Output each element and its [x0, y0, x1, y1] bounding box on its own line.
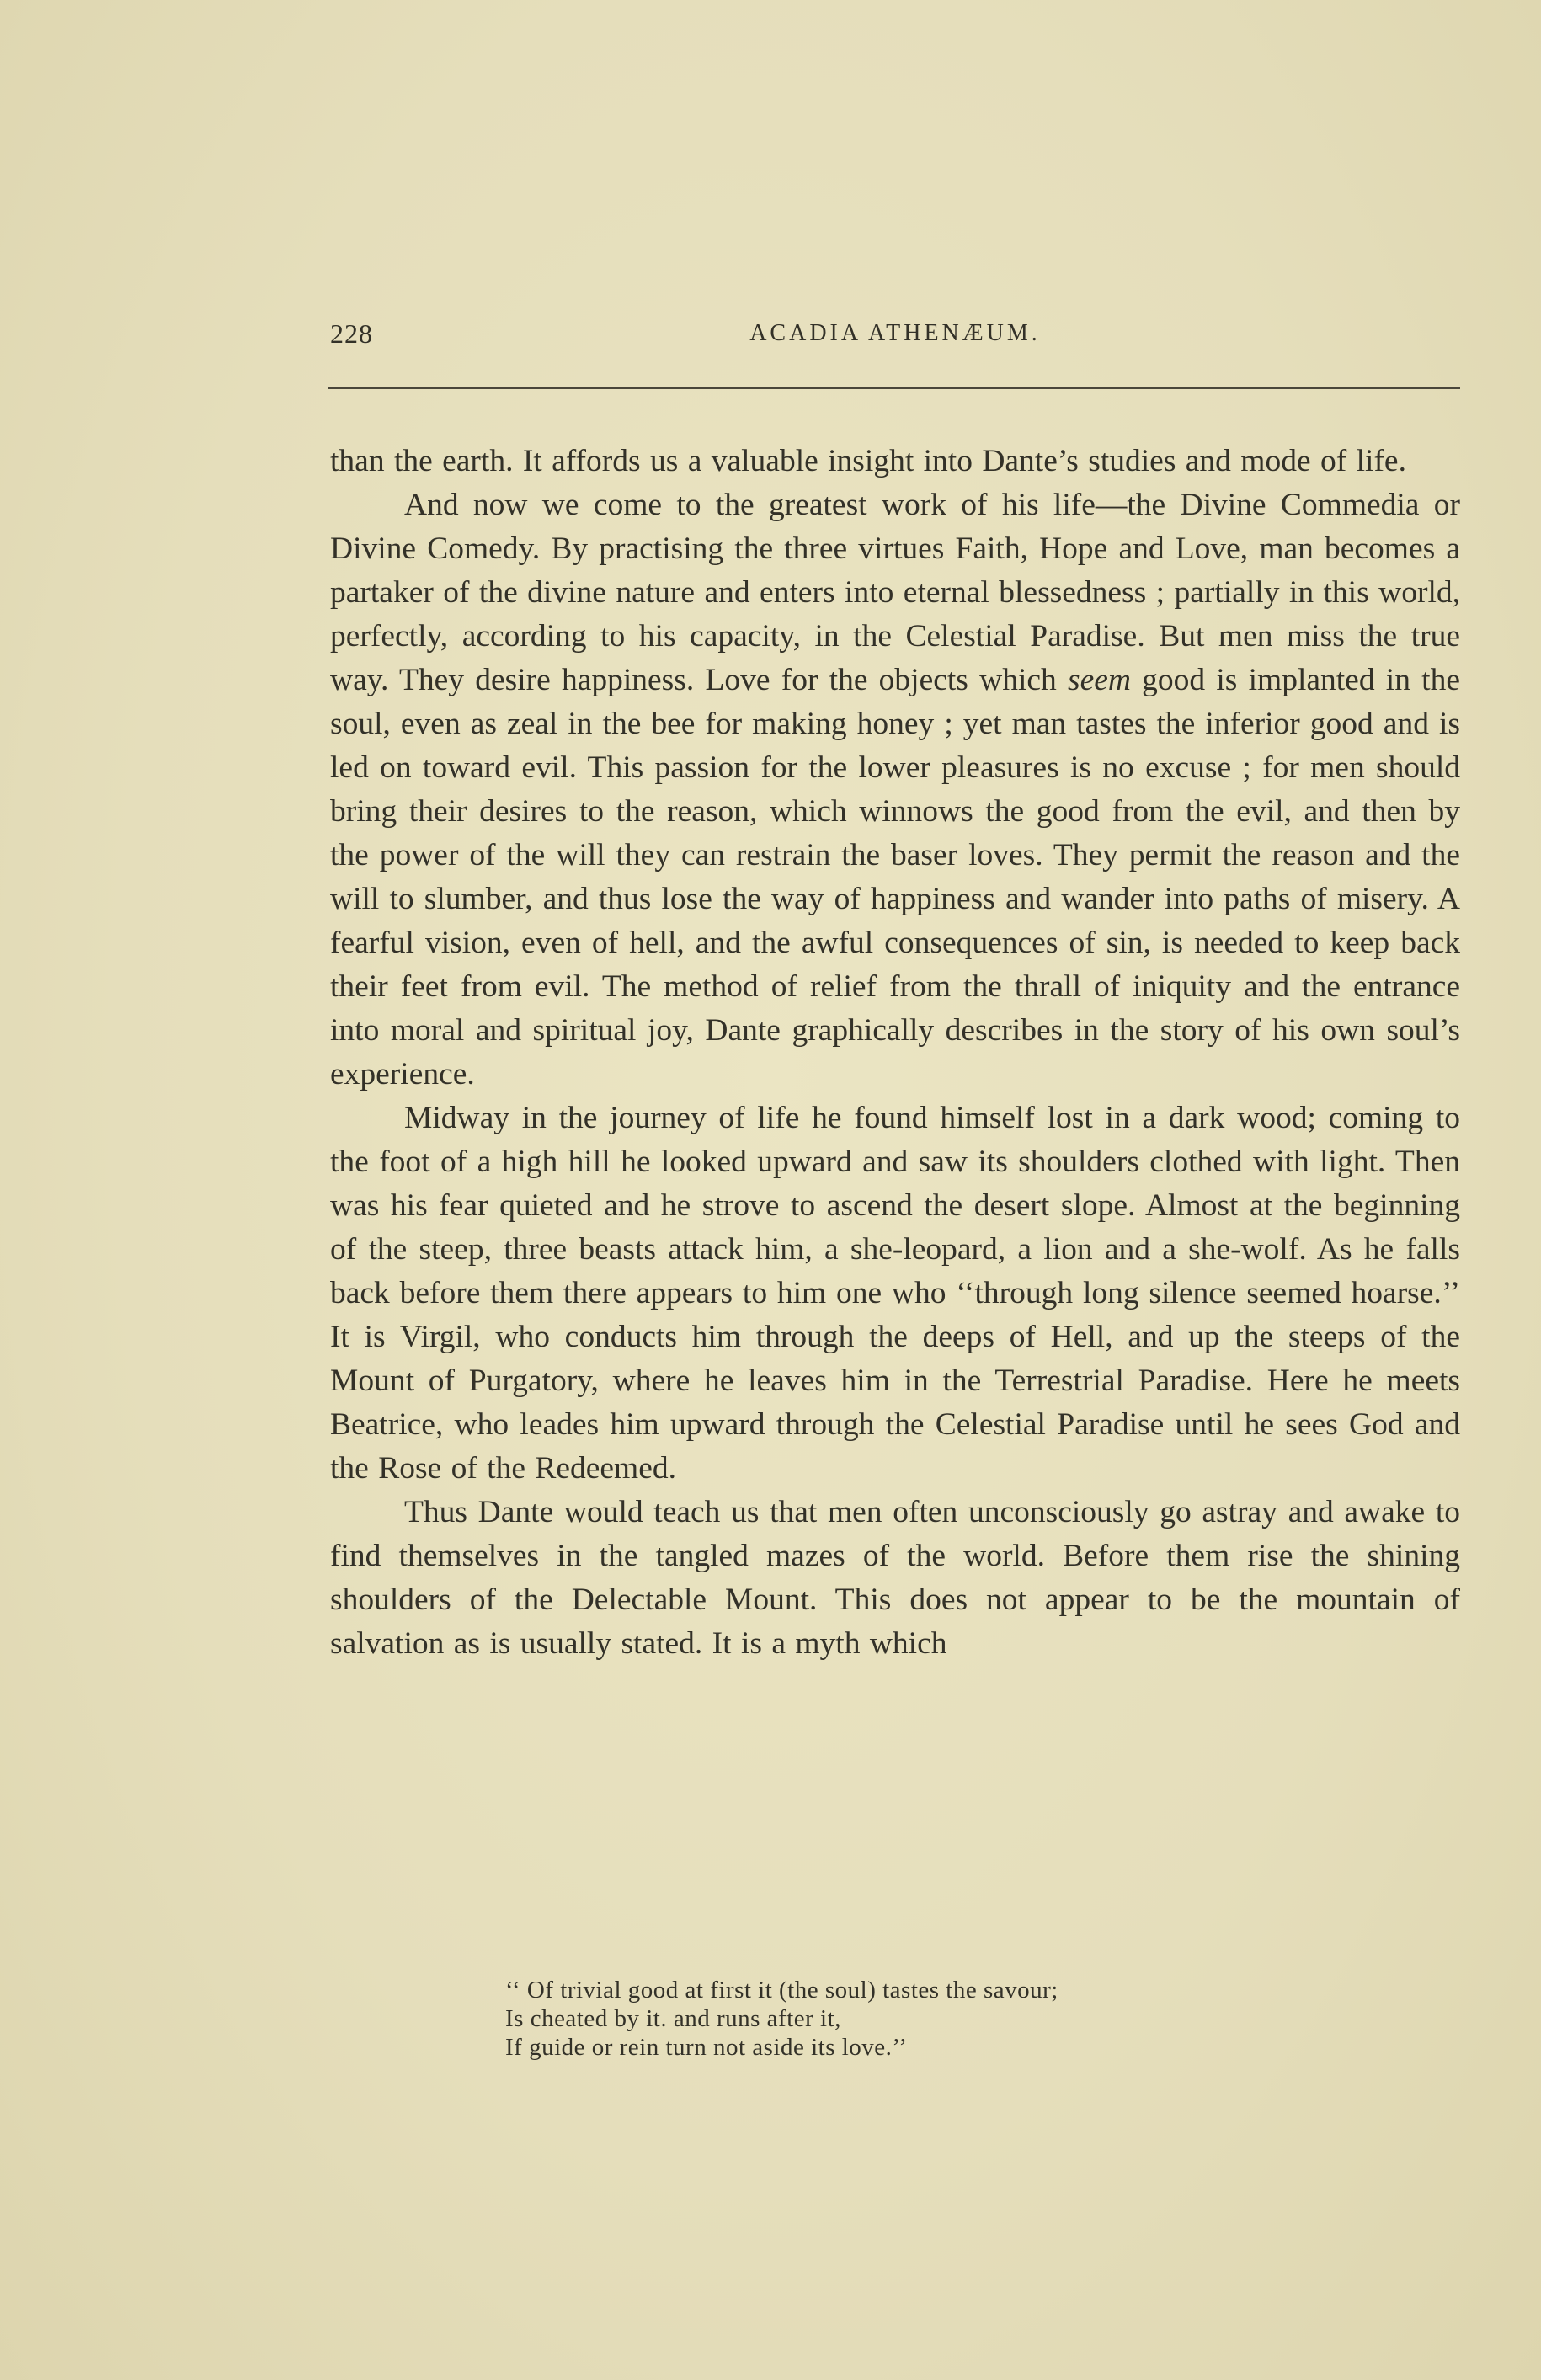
page-header: [330, 318, 1460, 360]
body-text: [330, 440, 1460, 1666]
paragraph-2-italic: seem: [1067, 663, 1131, 697]
paragraph-4: [330, 1491, 1460, 1666]
verse-quotation: [505, 1976, 1432, 2062]
verse-line: If guide or rein turn not aside its love.’’: [505, 2034, 908, 2061]
paragraph-3-text: Midway in the journey of life he found himself lost in a dark wood; coming to the foot of a high hill he looked upward and saw its shoulders clothed with light. Then was his fear quieted and he strove to ascend the desert slope. Almost at the beginning of the steep, three beasts attack him, a she-leopard, a lion and a she-wolf. As he falls back before them there appears to him one who ‘‘through long silence seemed hoarse.’’ It is Virgil, who conducts him through the deeps of Hell, and up the steeps of the Mount of Purgatory, where he leaves him in the Terrestrial Paradise. Here he meets Beatrice, who leades him upward through the Celestial Paradise until he sees God and the Rose of the Redeemed.: [330, 1101, 1460, 1486]
paragraph-3: [330, 1097, 1460, 1491]
paragraph-2: [330, 483, 1460, 1097]
paragraph-4-text: Thus Dante would teach us that men often unconsciously go astray and awake to find themselves in the tangled mazes of the world. Before them rise the shining shoulders of the Delectable Mount. This does not appear to be the mountain of salvation as is usually stated. It is a myth which: [330, 1495, 1460, 1661]
paragraph-1-text: than the earth. It affords us a valuable insight into Dante’s studies and mode of life.: [330, 444, 1406, 478]
verse-line: ‘‘ Of trivial good at first it (the soul) tastes the savour;: [505, 1977, 1058, 2004]
header-rule: [328, 387, 1460, 389]
running-head: ACADIA ATHENÆUM.: [749, 320, 1041, 346]
page-number: 228: [330, 318, 373, 349]
paragraph-2-text-before: And now we come to the greatest work of his life—the Divine Commedia or Divine Comedy. By practising the three virtues Faith, Hope and Love, man becomes a partaker of the divine nature and enters into eternal blessedness ; partially in this world, perfectly, according to his capacity, in the Celestial Paradise. But men miss the true way. They desire happiness. Love for the objects which: [330, 488, 1460, 697]
verse-line: Is cheated by it. and runs after it,: [505, 2005, 841, 2032]
paragraph-1: [330, 440, 1460, 483]
paragraph-2-text-after: good is implanted in the soul, even as zeal in the bee for making honey ; yet man tastes the inferior good and is led on toward evil. This passion for the lower pleasures is no excuse ; for men should bring their desires to the reason, which winnows the good from the evil, and then by the power of the will they can restrain the baser loves. They permit the reason and the will to slumber, and thus lose the way of happiness and wander into paths of misery. A fearful vision, even of hell, and the awful consequences of sin, is needed to keep back their feet from evil. The method of relief from the thrall of iniquity and the entrance into moral and spiritual joy, Dante graphically describes in the story of his own soul’s experience.: [330, 663, 1460, 1091]
